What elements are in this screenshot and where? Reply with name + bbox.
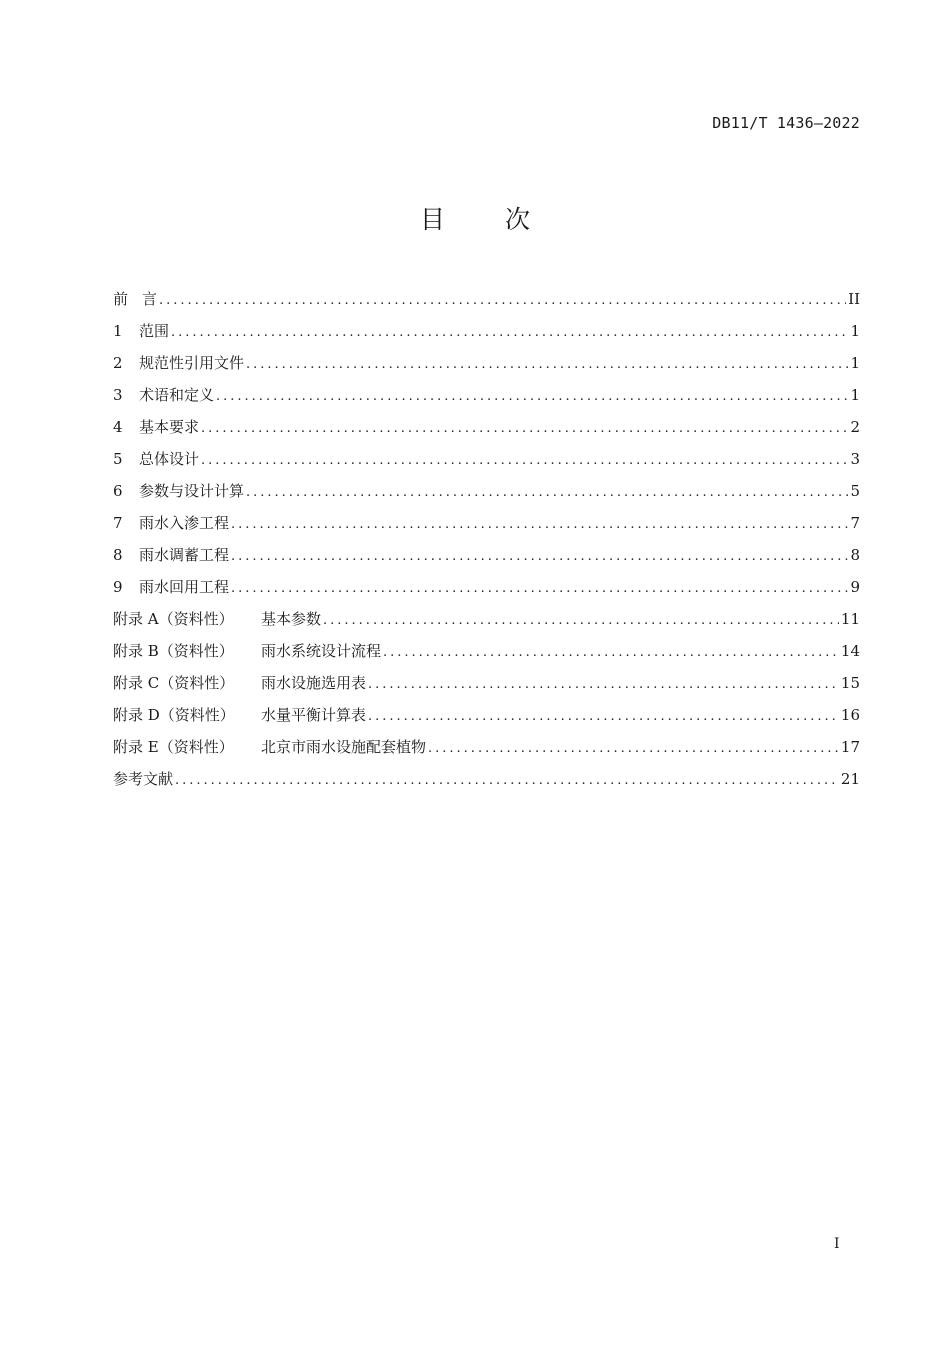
chapter-number: 5 — [113, 450, 123, 468]
footer-page-number: I — [834, 1236, 840, 1252]
chapter-title: 雨水入渗工程 — [139, 514, 230, 532]
leader-dots — [201, 413, 848, 445]
leader-dots — [231, 573, 848, 605]
chapter-title: 总体设计 — [139, 450, 200, 468]
toc-entry-chapter-9[interactable] — [113, 571, 860, 603]
toc-page-number: 2 — [850, 418, 860, 436]
leader-dots — [428, 733, 839, 765]
toc-entry-appendix-c[interactable] — [113, 667, 860, 699]
references-title: 参考文献 — [113, 770, 174, 788]
chapter-number: 3 — [113, 386, 123, 404]
toc-page-number: 7 — [850, 514, 860, 532]
preface-char-2: 言 — [142, 290, 158, 308]
toc-page-number: 1 — [850, 354, 860, 372]
leader-dots — [368, 669, 839, 701]
appendix-prefix: 附录 A（资料性） — [113, 610, 234, 628]
toc-page-number: 1 — [850, 386, 860, 404]
toc-entry-chapter-6[interactable] — [113, 475, 860, 507]
leader-dots — [231, 509, 848, 541]
toc-page-number: 14 — [840, 642, 860, 660]
toc-entry-appendix-a[interactable] — [113, 603, 860, 635]
leader-dots — [201, 445, 848, 477]
appendix-title: 雨水系统设计流程 — [261, 642, 382, 660]
leader-dots — [323, 605, 839, 637]
chapter-title: 雨水回用工程 — [139, 578, 230, 596]
leader-dots — [383, 637, 839, 669]
leader-dots — [246, 477, 848, 509]
chapter-title: 雨水调蓄工程 — [139, 546, 230, 564]
toc-entry-references[interactable] — [113, 763, 860, 795]
preface-char-1: 前 — [113, 290, 129, 308]
appendix-title: 水量平衡计算表 — [261, 706, 367, 724]
leader-dots — [175, 765, 839, 797]
page-title: 目次 — [419, 205, 590, 234]
chapter-title: 范围 — [139, 322, 170, 340]
chapter-number: 4 — [113, 418, 123, 436]
toc-page-number: 1 — [850, 322, 860, 340]
toc-entry-chapter-1[interactable] — [113, 315, 860, 347]
toc-entry-appendix-e[interactable] — [113, 731, 860, 763]
toc-entry-chapter-8[interactable] — [113, 539, 860, 571]
appendix-prefix: 附录 B（资料性） — [113, 642, 234, 660]
toc-page-number: 16 — [840, 706, 860, 724]
leader-dots — [159, 285, 846, 317]
table-of-contents — [113, 283, 860, 795]
toc-page-number: 9 — [850, 578, 860, 596]
leader-dots — [231, 541, 848, 573]
toc-page-number: 3 — [850, 450, 860, 468]
toc-page-number: II — [848, 290, 860, 308]
leader-dots — [246, 349, 848, 381]
appendix-title: 雨水设施选用表 — [261, 674, 367, 692]
toc-page-number: 11 — [840, 610, 860, 628]
toc-entry-chapter-3[interactable] — [113, 379, 860, 411]
toc-entry-chapter-5[interactable] — [113, 443, 860, 475]
appendix-title: 基本参数 — [261, 610, 322, 628]
chapter-number: 8 — [113, 546, 123, 564]
appendix-prefix: 附录 E（资料性） — [113, 738, 234, 756]
leader-dots — [171, 317, 848, 349]
chapter-title: 规范性引用文件 — [139, 354, 245, 372]
appendix-title: 北京市雨水设施配套植物 — [261, 738, 427, 756]
toc-page-number: 8 — [850, 546, 860, 564]
toc-entry-chapter-7[interactable] — [113, 507, 860, 539]
toc-entry-chapter-2[interactable] — [113, 347, 860, 379]
toc-page-number: 21 — [840, 770, 860, 788]
toc-page-number: 15 — [840, 674, 860, 692]
appendix-prefix: 附录 C（资料性） — [113, 674, 235, 692]
chapter-title: 术语和定义 — [139, 386, 215, 404]
toc-entry-appendix-b[interactable] — [113, 635, 860, 667]
toc-entry-label — [113, 283, 157, 315]
chapter-title: 参数与设计计算 — [139, 482, 245, 500]
toc-entry-preface[interactable] — [113, 283, 860, 315]
leader-dots — [216, 381, 848, 413]
leader-dots — [368, 701, 839, 733]
toc-entry-chapter-4[interactable] — [113, 411, 860, 443]
chapter-number: 7 — [113, 514, 123, 532]
appendix-prefix: 附录 D（资料性） — [113, 706, 235, 724]
toc-page-number: 5 — [850, 482, 860, 500]
chapter-number: 9 — [113, 578, 123, 596]
chapter-number: 6 — [113, 482, 123, 500]
document-code: DB11/T 1436—2022 — [712, 114, 860, 132]
chapter-number: 1 — [113, 322, 123, 340]
chapter-number: 2 — [113, 354, 123, 372]
chapter-title: 基本要求 — [139, 418, 200, 436]
toc-page-number: 17 — [840, 738, 860, 756]
toc-entry-appendix-d[interactable] — [113, 699, 860, 731]
